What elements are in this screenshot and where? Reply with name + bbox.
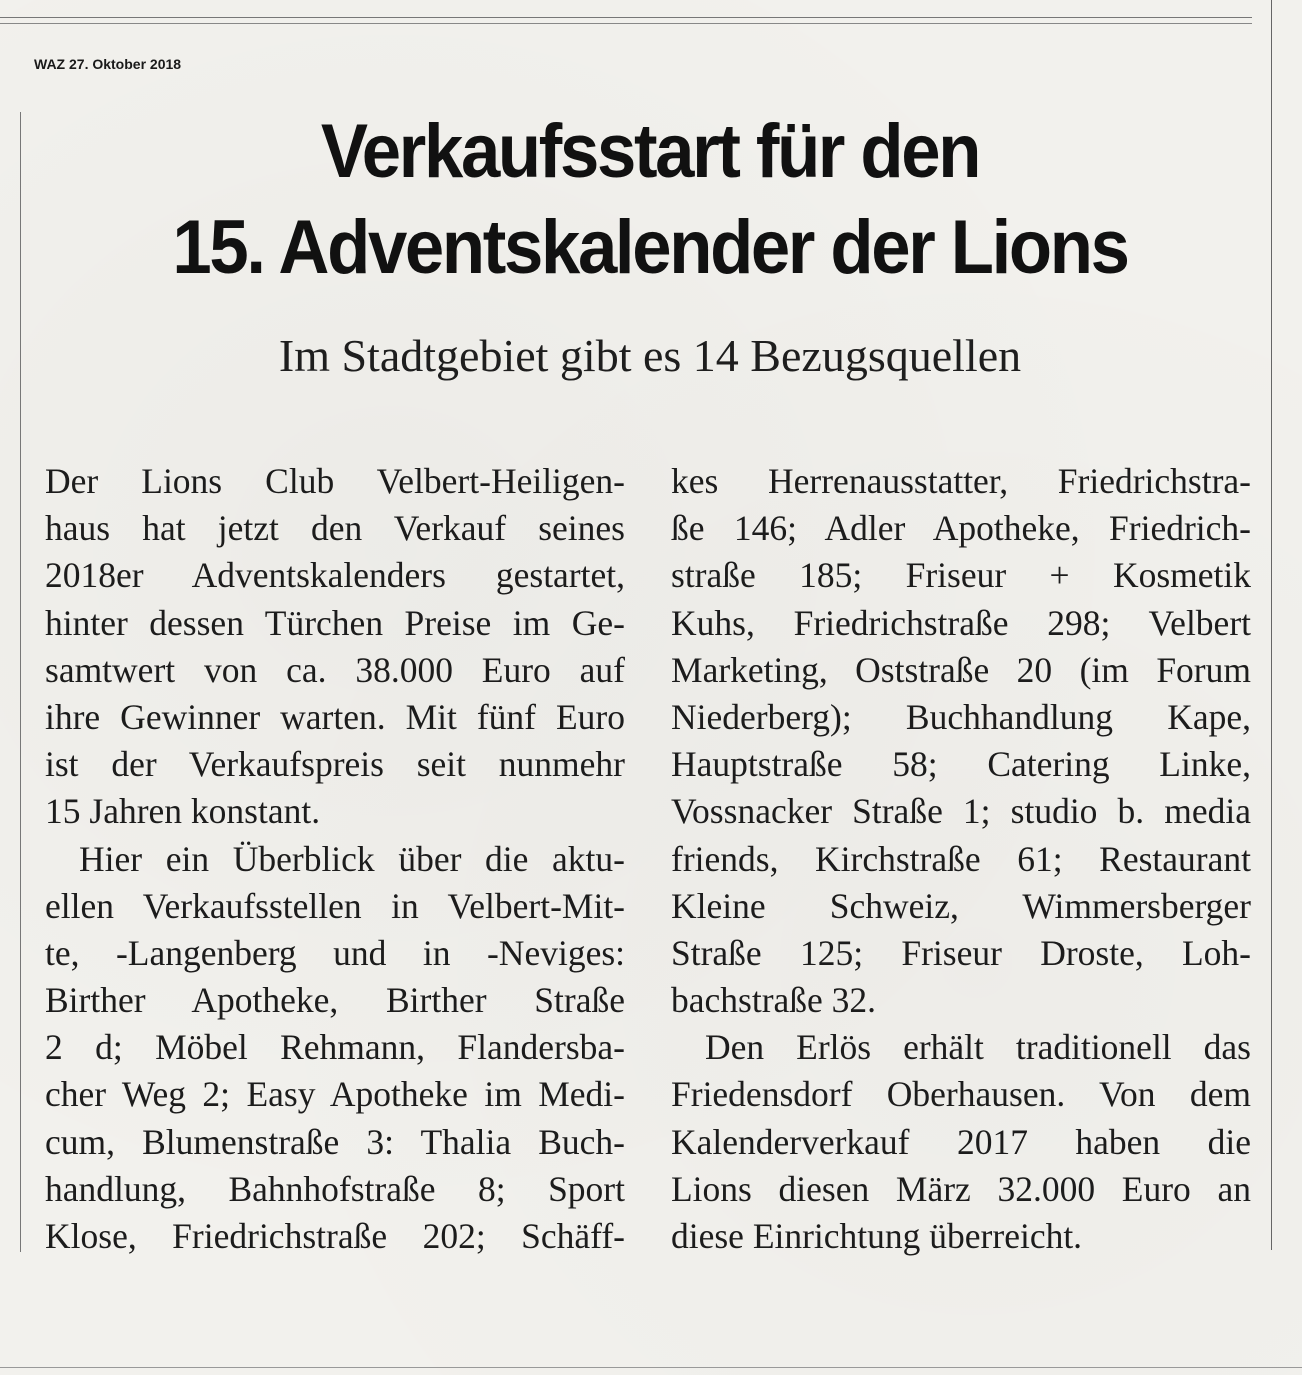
column-2-line: bachstraße 32. — [671, 980, 877, 1021]
column-2-line: Marketing, Oststraße 20 (im Forum — [671, 649, 1251, 690]
column-1-line: Birther Apotheke, Birther Straße — [45, 980, 625, 1021]
column-1-line: 15 Jahren konstant. — [45, 791, 321, 832]
column-1-line: Hier ein Überblick über die aktu- — [79, 838, 625, 879]
left-column-rule — [20, 112, 21, 1252]
article-column-2 — [671, 458, 1251, 1260]
column-1-line: samtwert von ca. 38.000 Euro auf — [45, 649, 625, 690]
top-rule — [0, 17, 1252, 18]
column-2-line: Lions diesen März 32.000 Euro an — [671, 1168, 1251, 1209]
column-2-line: straße 185; Friseur + Kosmetik — [671, 555, 1251, 596]
article-column-1 — [45, 458, 625, 1260]
column-1-line: hinter dessen Türchen Preise im Ge- — [45, 602, 625, 643]
column-2-line: Den Erlös erhält traditionell das — [705, 1027, 1251, 1068]
column-1-line: Der Lions Club Velbert-Heiligen- — [45, 461, 625, 501]
article-headline — [83, 104, 1218, 296]
column-1-line: ihre Gewinner warten. Mit fünf Euro — [45, 696, 625, 737]
column-2-line: Kuhs, Friedrichstraße 298; Velbert — [671, 602, 1251, 643]
column-1-line: handlung, Bahnhofstraße 8; Sport — [45, 1168, 625, 1209]
column-1-line: haus hat jetzt den Verkauf seines — [45, 508, 625, 549]
column-1-line: 2 d; Möbel Rehmann, Flandersba- — [45, 1027, 625, 1068]
headline-line-2: 15. Adventskalender der Lions — [172, 205, 1128, 290]
column-2-line: Niederberg); Buchhandlung Kape, — [671, 696, 1251, 737]
article-subheadline: Im Stadtgebiet gibt es 14 Bezugsquellen — [278, 330, 1022, 381]
right-column-rule — [1271, 0, 1272, 1250]
column-2-line: Friedensdorf Oberhausen. Von dem — [671, 1074, 1251, 1115]
column-2-line: Hauptstraße 58; Catering Linke, — [671, 744, 1251, 785]
column-2-line: Kalenderverkauf 2017 haben die — [671, 1121, 1251, 1162]
column-1-line: cher Weg 2; Easy Apotheke im Medi- — [45, 1074, 625, 1115]
column-1-line: cum, Blumenstraße 3: Thalia Buch- — [45, 1121, 625, 1162]
column-2-line: ße 146; Adler Apotheke, Friedrich- — [671, 508, 1251, 549]
source-date-label: WAZ 27. Oktober 2018 — [34, 56, 182, 72]
column-2-line: diese Einrichtung überreicht. — [671, 1216, 1083, 1256]
column-1-line: ellen Verkaufsstellen in Velbert-Mit- — [45, 885, 625, 926]
column-2-line: Vossnacker Straße 1; studio b. media — [671, 791, 1251, 832]
column-2-line: Kleine Schweiz, Wimmersberger — [671, 885, 1251, 926]
column-2-line: friends, Kirchstraße 61; Restaurant — [671, 838, 1251, 879]
column-2-line: Straße 125; Friseur Droste, Loh- — [671, 932, 1251, 973]
bottom-rule — [0, 1367, 1302, 1368]
headline-line-1: Verkaufsstart für den — [320, 109, 980, 194]
top-rule-double — [0, 23, 1252, 24]
column-1-line: te, -Langenberg und in -Neviges: — [45, 932, 625, 973]
column-2-line: kes Herrenausstatter, Friedrichstra- — [671, 461, 1251, 501]
column-1-line: Klose, Friedrichstraße 202; Schäff- — [45, 1216, 625, 1256]
column-1-line: 2018er Adventskalenders gestartet, — [45, 555, 625, 596]
column-1-line: ist der Verkaufspreis seit nunmehr — [45, 744, 625, 785]
